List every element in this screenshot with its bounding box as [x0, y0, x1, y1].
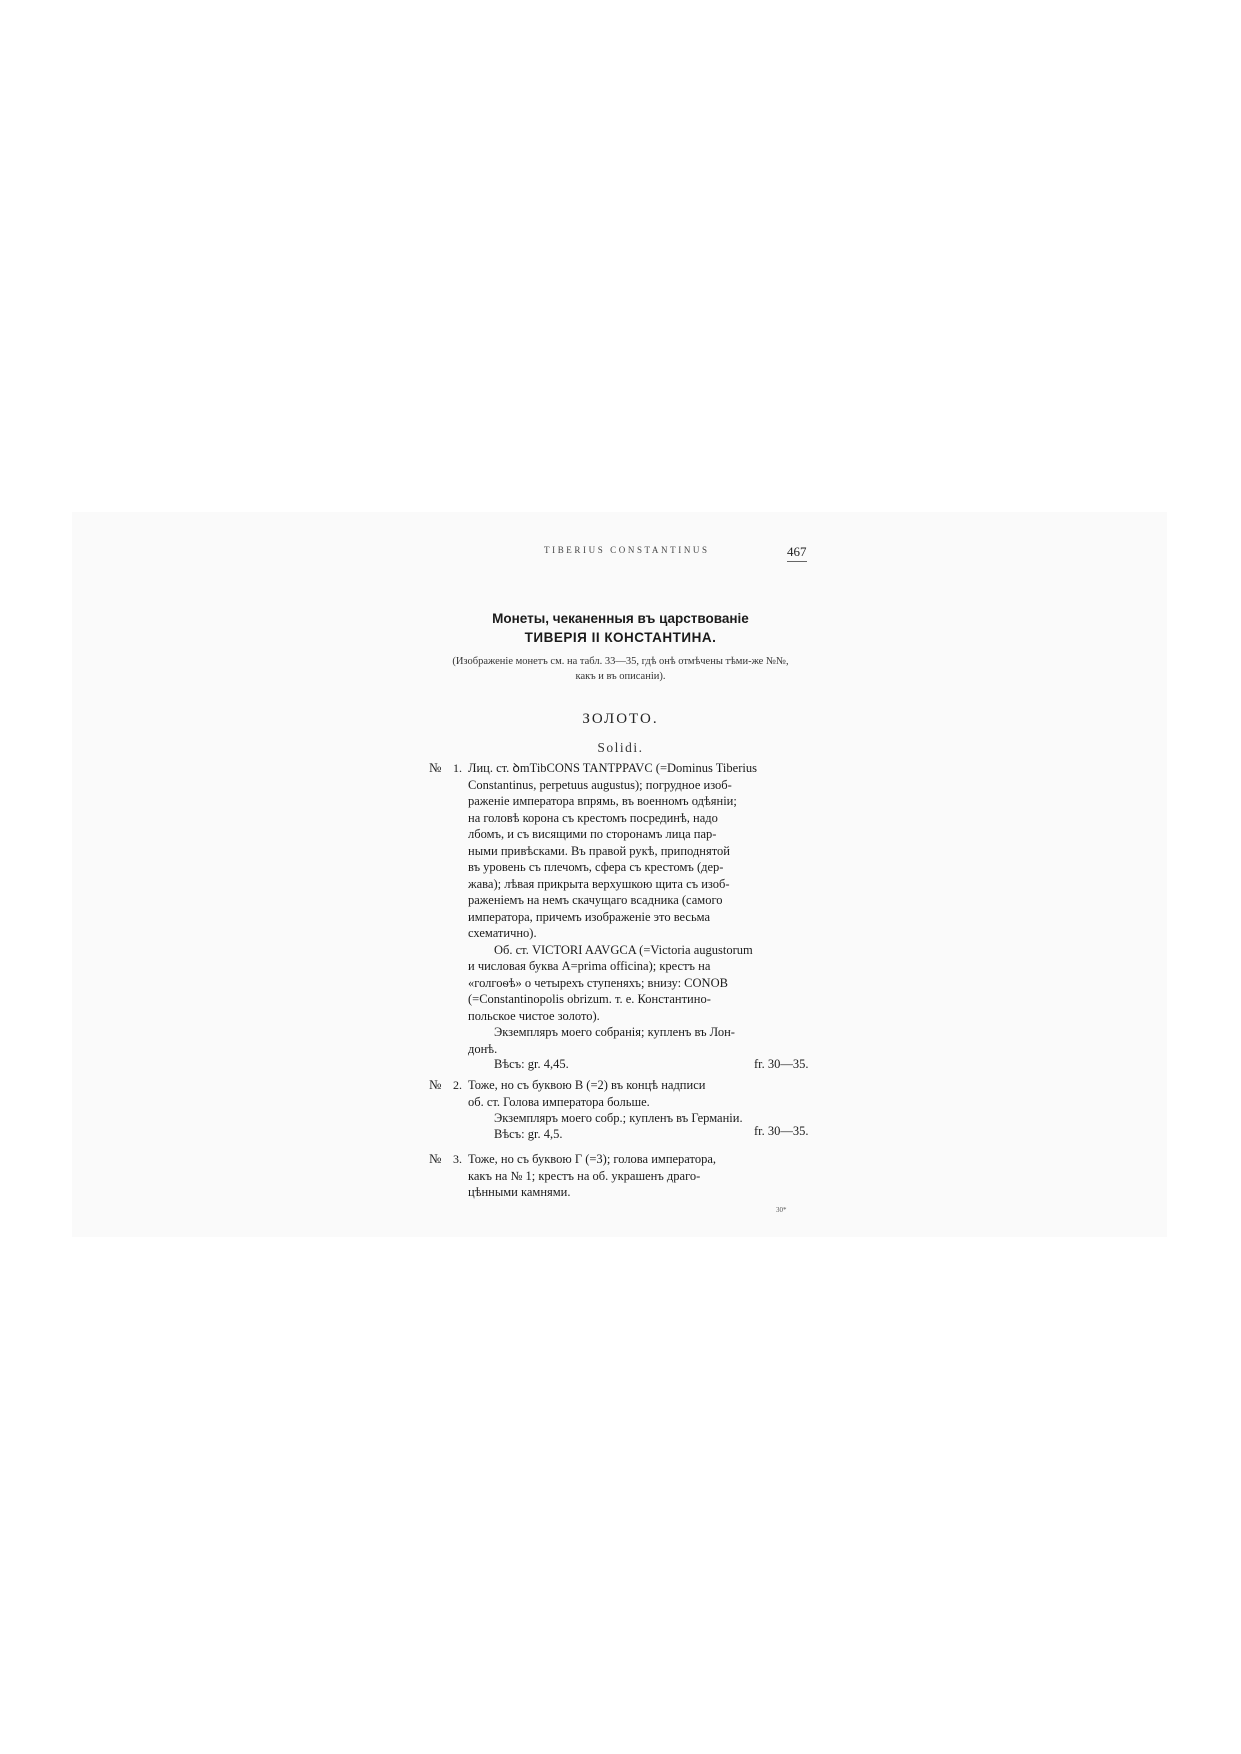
coin-weight: Вѣсъ: gr. 4,5. — [494, 1126, 563, 1141]
entry-number: 3. — [453, 1152, 462, 1166]
entry-text-line: Лиц. ст. ꝺmTibCONS TANTPPAVC (=Dominus Tiberius — [468, 761, 757, 775]
entry-number: 1. — [453, 761, 462, 775]
section-metal: ЗОЛОТО. — [582, 711, 659, 727]
reverse-text-line: (=Constantinopolis obrizum. т. е. Константино- — [468, 992, 711, 1006]
entry-text-line: раженіе императора впрямь, въ военномъ одѣяніи; — [468, 794, 737, 808]
entry-text-line: лбомъ, и съ висящими по сторонамъ лица пар- — [468, 827, 717, 841]
running-head: TIBERIUS CONSTANTINUS — [544, 545, 710, 555]
entry-text-line: раженіемъ на немъ скачущаго всадника (самого — [468, 893, 723, 907]
entry-text-line: об. ст. Голова императора больше. — [468, 1094, 650, 1109]
section-denomination: Solidi. — [597, 740, 644, 755]
plate-note-line-2: какъ и въ описаніи). — [575, 671, 666, 682]
entry-text-line: Тоже, но съ буквою Г (=3); голова императора, — [468, 1152, 716, 1166]
entry-number-sign: № — [429, 1077, 442, 1092]
entry-number-sign: № — [429, 760, 442, 775]
entry-text-line: жава); лѣвая прикрыта верхушкою щита съ изоб- — [468, 876, 730, 891]
provenance-line: донѣ. — [468, 1041, 498, 1056]
title-line-2: ТИВЕРІЯ II КОНСТАНТИНА. — [524, 630, 717, 645]
entry-text-line: въ уровень съ плечомъ, сфера съ крестомъ (дер- — [468, 860, 724, 874]
signature-mark: 30* — [776, 1206, 787, 1214]
title-line-1: Монеты, чеканенныя въ царствованіе — [492, 611, 749, 626]
provenance-line: Экземпляръ моего собранія; купленъ въ Лон- — [494, 1025, 735, 1039]
plate-note-line-1: (Изображеніе монетъ см. на табл. 33—35, гдѣ онѣ отмѣчены тѣми-же №№, — [452, 656, 789, 667]
entry-text-line: какъ на № 1; крестъ на об. украшенъ драго- — [468, 1168, 701, 1183]
reverse-text-line: и числовая буква A=prima officina); крестъ на — [468, 959, 711, 973]
entry-text-line: схематично). — [468, 926, 537, 940]
entry-text-line: цѣнными камнями. — [468, 1185, 571, 1199]
entry-text-line: Тоже, но съ буквою B (=2) въ концѣ надписи — [468, 1078, 706, 1092]
reverse-text-line: Об. ст. VICTORI AAVGCA (=Victoria augustorum — [494, 942, 753, 957]
entry-text-line: на головѣ корона съ крестомъ посрединѣ, надо — [468, 810, 718, 825]
coin-price: fr. 30—35. — [754, 1057, 809, 1071]
entry-text-line: императора, причемъ изображеніе это весьма — [468, 909, 711, 924]
entry-text-line: Constantinus, perpetuus augustus); погрудное изоб- — [468, 777, 732, 792]
entry-number: 2. — [453, 1078, 462, 1092]
entry-text-line: ными привѣсками. Въ правой рукѣ, приподнятой — [468, 843, 730, 858]
coin-price: fr. 30—35. — [754, 1124, 809, 1138]
reverse-text-line: «голгоѳѣ» о четырехъ ступеняхъ; внизу: CONOB — [468, 975, 728, 990]
coin-weight: Вѣсъ: gr. 4,45. — [494, 1057, 569, 1071]
provenance-line: Экземпляръ моего собр.; купленъ въ Германіи. — [494, 1111, 743, 1125]
page-number: 467 — [787, 544, 807, 562]
entry-number-sign: № — [429, 1151, 442, 1166]
reverse-text-line: польское чистое золото). — [468, 1008, 600, 1023]
